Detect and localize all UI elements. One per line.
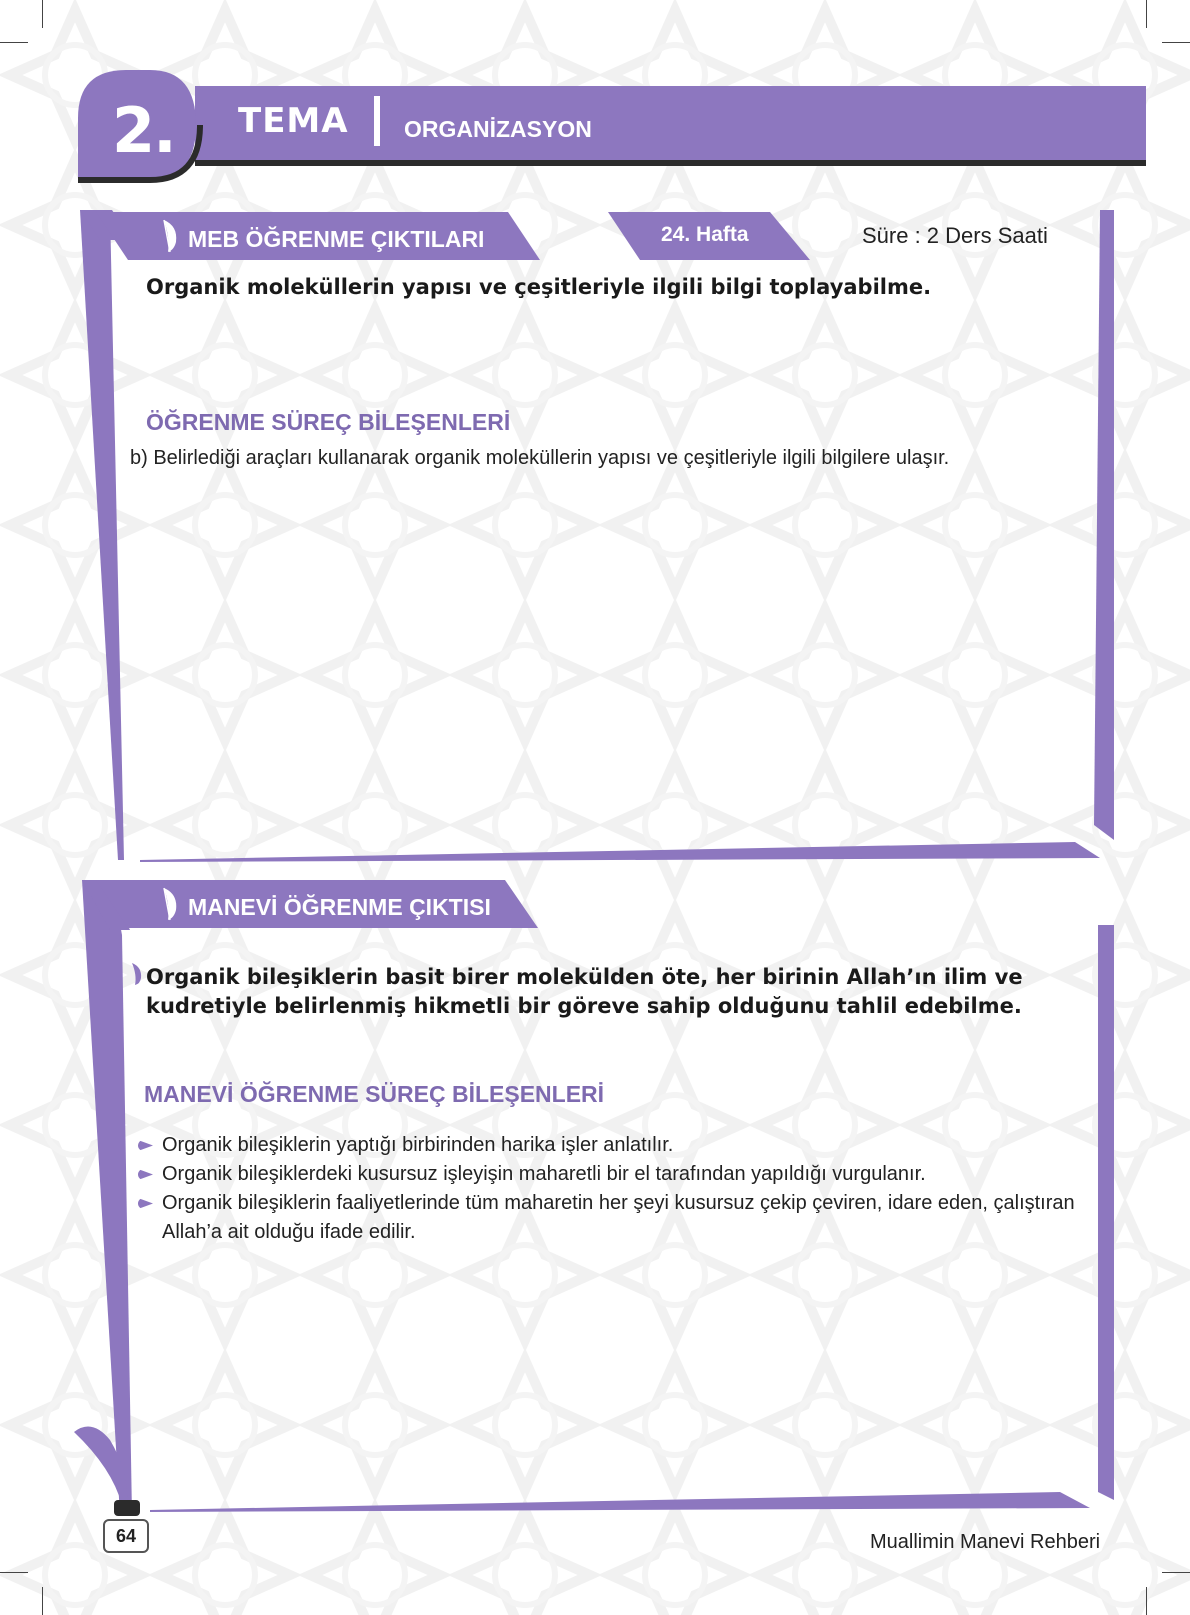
list-item-text: Organik bileşiklerdeki kusursuz işleyişin maharetli bir el tarafından yapıldığı vurgulanır. xyxy=(162,1163,926,1185)
unit-number: 2. xyxy=(112,94,175,167)
header-divider xyxy=(374,96,380,146)
duration-label: Süre : 2 Ders Saati xyxy=(862,223,1048,248)
week-label: 24. Hafta xyxy=(661,223,749,246)
bullet-icon xyxy=(138,1169,153,1180)
page-number: 64 xyxy=(103,1519,149,1553)
outcome-statement: Organik moleküllerin yapısı ve çeşitleriyle ilgili bilgi toplayabilme. xyxy=(146,275,932,299)
process-component-item: b) Belirlediği araçları kullanarak organik moleküllerin yapısı ve çeşitleriyle ilgili bilgilere ulaşır. xyxy=(130,447,950,469)
tema-title: ORGANİZASYON xyxy=(404,116,592,142)
list-item xyxy=(138,1189,1078,1247)
feather-icon xyxy=(160,886,180,922)
feather-icon xyxy=(130,962,144,986)
feather-icon xyxy=(160,218,180,254)
list-item-text: Organik bileşiklerin yaptığı birbirinden harika işler anlatılır. xyxy=(162,1134,674,1156)
outcomes-tab-label: MEB ÖĞRENME ÇIKTILARI xyxy=(188,226,485,252)
list-item xyxy=(138,1131,1078,1160)
tema-label: TEMA xyxy=(238,101,349,141)
spiritual-tab-label: MANEVİ ÖĞRENME ÇIKTISI xyxy=(188,894,491,920)
spiritual-components-heading: MANEVİ ÖĞRENME SÜREÇ BİLEŞENLERİ xyxy=(144,1081,605,1107)
list-item xyxy=(138,1160,1078,1189)
bullet-icon xyxy=(138,1140,153,1151)
spiritual-components-list xyxy=(138,1131,1078,1247)
list-item-text: Organik bileşiklerin faaliyetlerinde tüm maharetin her şeyi kusursuz çekip çeviren, idare eden, çalıştıran Allah’a ait olduğu ifade edilir. xyxy=(162,1192,1075,1243)
bullet-icon xyxy=(138,1198,153,1209)
book-title: Muallimin Manevi Rehberi xyxy=(870,1531,1101,1553)
spiritual-outcome-statement: Organik bileşiklerin basit birer molekülden öte, her birinin Allah’ın ilim ve kudretiyle belirlenmiş hikmetli bir göreve sahip olduğunu tahlil edebilme. xyxy=(146,965,1023,1018)
process-components-heading: ÖĞRENME SÜREÇ BİLEŞENLERİ xyxy=(146,409,511,435)
